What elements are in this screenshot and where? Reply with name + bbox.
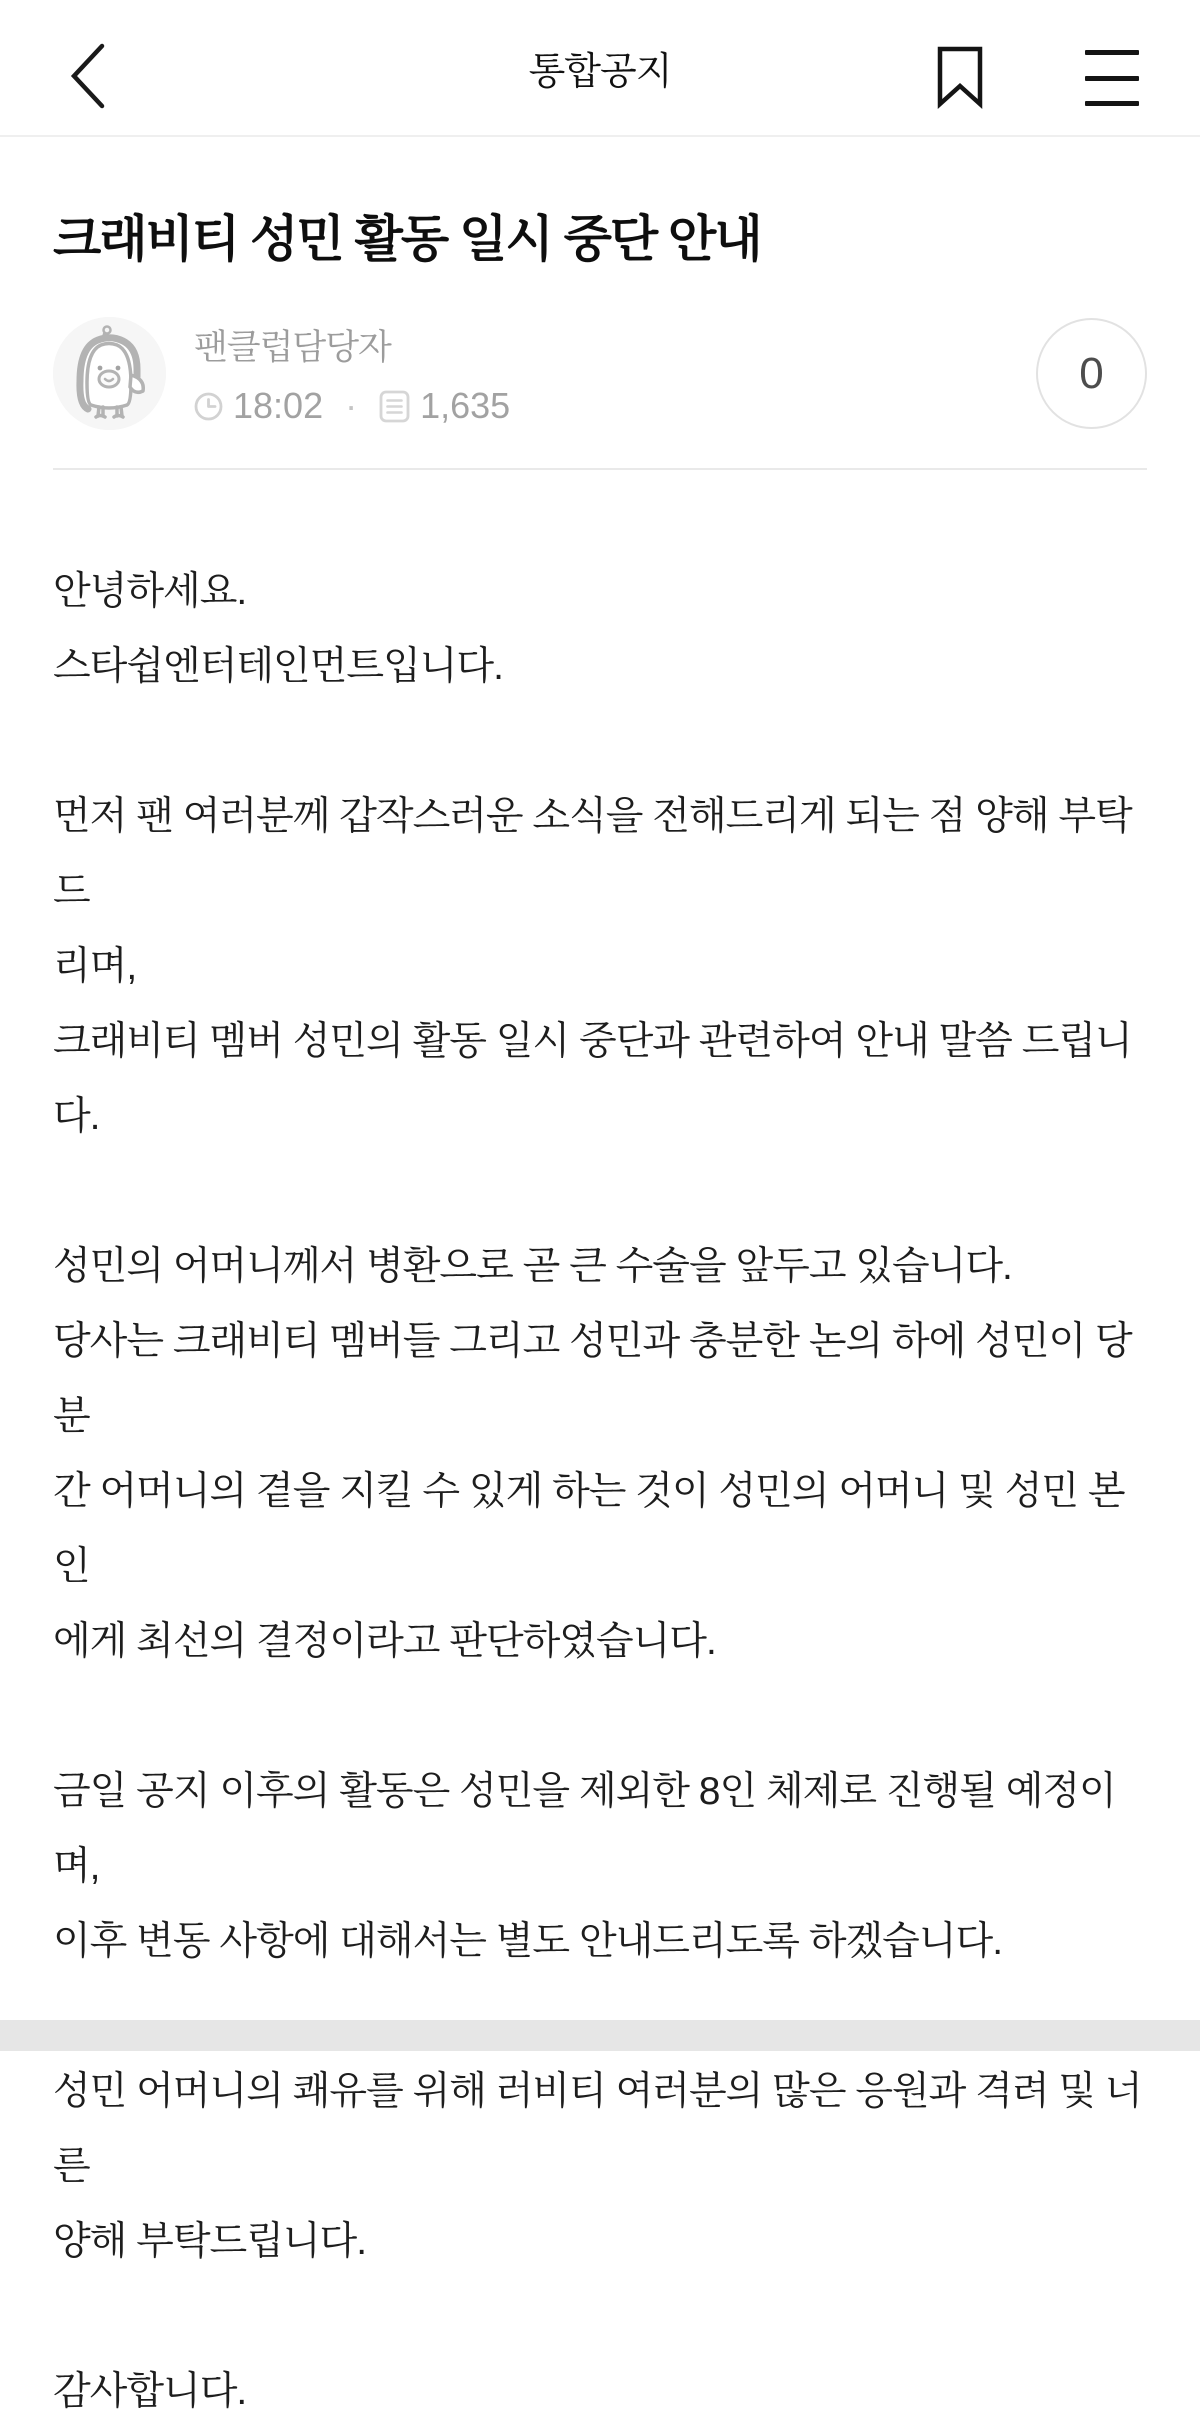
- comment-count: 0: [1079, 348, 1104, 398]
- author-row: [53, 317, 1147, 430]
- top-nav-bar: [0, 0, 1200, 137]
- body-paragraph: 금일 공지 이후의 활동은 성민을 제외한 8인 체제로 진행될 예정이며, 이후 변동 사항에 대해서는 별도 안내드리도록 하겠습니다.: [53, 1770, 1116, 1963]
- hamburger-icon: [1085, 101, 1139, 106]
- author-name: 팬클럽담당자: [194, 328, 391, 367]
- body-paragraph: 성민의 어머니께서 병환으로 곧 큰 수술을 앞두고 있습니다. 당사는 크래비티 멤버들 그리고 성민과 충분한 논의 하에 성민이 당분 간 어머니의 곁을 지킬 수 있게 하는 것이 성민의 어머니 및 성민 본인 에게 최선의 결정이라고 판단하였습니다.: [53, 1245, 1132, 1663]
- hamburger-icon: [1085, 50, 1139, 55]
- penguin-character-icon: [53, 417, 166, 434]
- comment-count-badge[interactable]: [1036, 318, 1147, 429]
- views-icon: [379, 390, 410, 423]
- post-body: [53, 554, 1147, 2429]
- bookmark-button[interactable]: [932, 42, 988, 114]
- post-meta: [194, 385, 510, 427]
- posted-time: 18:02: [233, 385, 324, 426]
- page-title: 통합공지: [528, 51, 672, 93]
- menu-button[interactable]: [1082, 46, 1142, 110]
- bookmark-icon: [937, 46, 983, 111]
- post-title: 크래비티 성민 활동 일시 중단 안내: [53, 211, 761, 267]
- body-paragraph: 성민 어머니의 쾌유를 위해 러비티 여러분의 많은 응원과 격려 및 너른 양해 부탁드립니다.: [53, 2070, 1142, 2263]
- notice-content: [0, 209, 1200, 2429]
- clock-icon: [194, 392, 223, 421]
- avatar[interactable]: [53, 317, 166, 430]
- view-count: 1,635: [420, 385, 511, 426]
- body-paragraph: 안녕하세요. 스타쉽엔터테인먼트입니다.: [53, 570, 503, 688]
- hamburger-icon: [1085, 76, 1139, 81]
- divider: [53, 468, 1147, 470]
- body-paragraph: 감사합니다.: [53, 2370, 247, 2413]
- author-info: [194, 320, 510, 427]
- body-paragraph: 먼저 팬 여러분께 갑작스러운 소식을 전해드리게 되는 점 양해 부탁드 리며, 크래비티 멤버 성민의 활동 일시 중단과 관련하여 안내 말씀 드립니다.: [53, 795, 1132, 1138]
- bottom-home-indicator-bar: [0, 2020, 1200, 2051]
- meta-separator: ·: [345, 385, 358, 426]
